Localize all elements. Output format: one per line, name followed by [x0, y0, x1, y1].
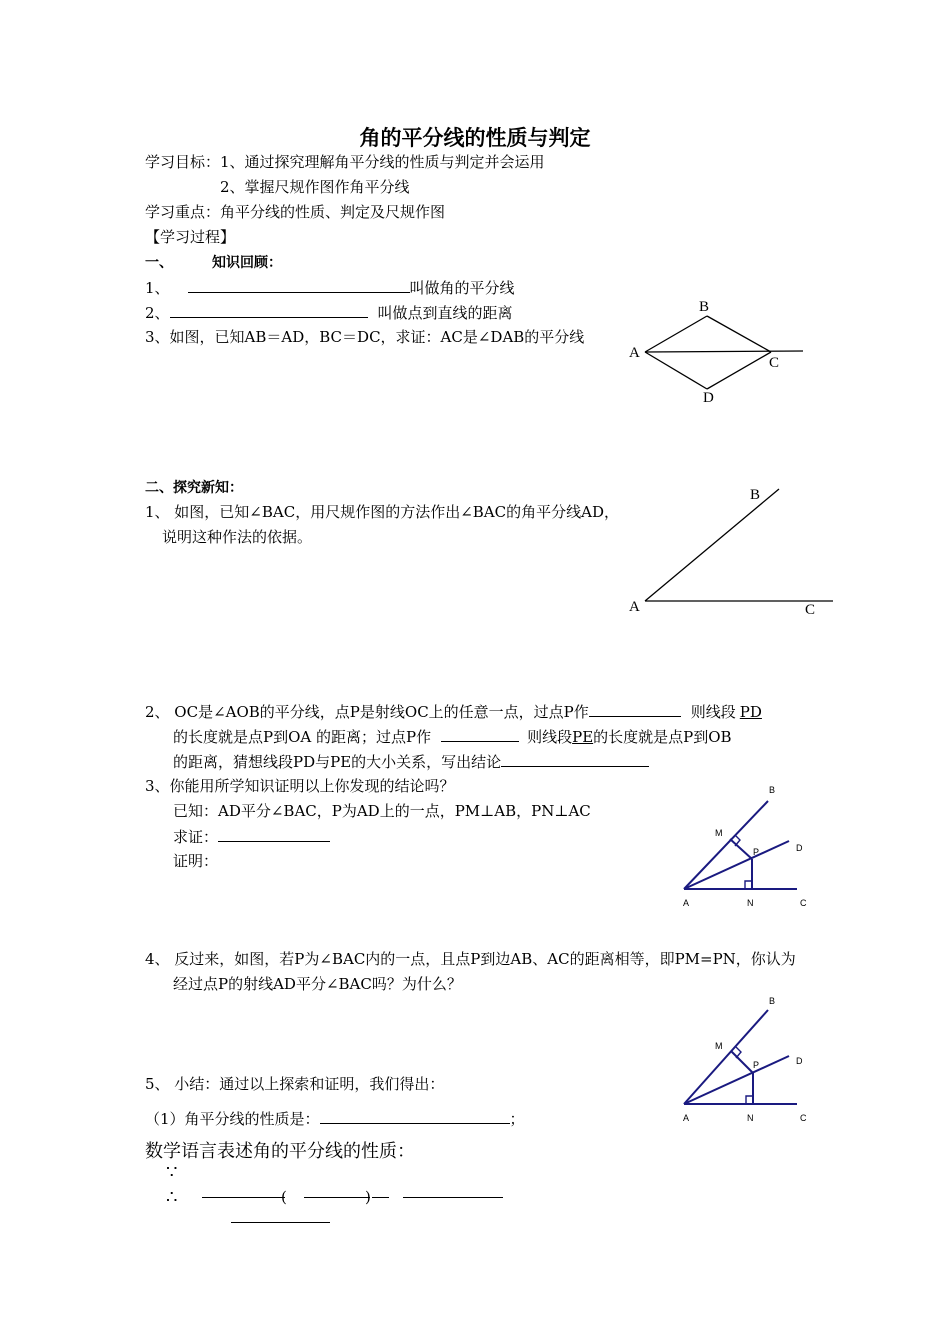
fig3-label-b: B [769, 785, 776, 795]
fig1-label-c: C [769, 355, 780, 371]
review-q2-tail: 叫做点到直线的距离 [377, 304, 513, 322]
answer-blank[interactable] [231, 1222, 330, 1223]
fig4-label-b: B [769, 996, 776, 1006]
therefore-symbol: ∴ [166, 1187, 178, 1208]
explore-heading: 二、探究新知： [145, 480, 243, 496]
fig3-label-m: M [715, 828, 723, 838]
fig4-label-d: D [796, 1056, 803, 1066]
fig4-label-c: C [800, 1113, 807, 1123]
goal-1: 1、通过探究理解角平分线的性质与判定并会运用 [220, 153, 545, 171]
fig2-label-b: B [750, 487, 761, 503]
q5-1-end: ； [509, 1110, 525, 1128]
paren-open: ( [281, 1188, 287, 1206]
explore-q1-line1: 1、 如图，已知∠BAC，用尺规作图的方法作出∠BAC的角平分线AD， [145, 503, 619, 521]
answer-blank[interactable] [218, 826, 330, 842]
fig3-label-a: A [683, 898, 690, 908]
review-q3: 3、如图，已知AB＝AD，BC＝DC，求证：AC是∠DAB的平分线 [145, 328, 585, 346]
fig4-label-m: M [715, 1041, 723, 1051]
q2-line1-b: 则线段 [690, 703, 736, 721]
q2-line2-a: 的长度就是点P到OA 的距离；过点P作 [173, 728, 432, 746]
q2-line1-a: 2、 OC是∠AOB的平分线，点P是射线OC上的任意一点，过点P作 [145, 703, 589, 721]
math-language-heading: 数学语言表述角的平分线的性质： [145, 1141, 415, 1162]
fig4-label-p: P [753, 1060, 760, 1070]
fig2-label-a: A [629, 599, 640, 615]
explore-q2-line3 [173, 751, 649, 772]
fig3-label-p: P [753, 847, 760, 857]
explore-q2-line2 [173, 726, 732, 747]
q2-line3: 的距离，猜想线段PD与PE的大小关系，写出结论 [173, 753, 502, 771]
focus-line: 学习重点：角平分线的性质、判定及尺规作图 [145, 203, 446, 221]
answer-blank[interactable] [403, 1197, 503, 1198]
answer-blank[interactable] [320, 1108, 510, 1124]
fig1-label-b: B [699, 299, 710, 315]
review-q2-num: 2、 [145, 304, 170, 322]
segment-pd: PD [739, 703, 762, 721]
q5-1-label: （1）角平分线的性质是： [145, 1110, 320, 1128]
explore-q4-line2: 经过点P的射线AD平分∠BAC吗？为什么？ [173, 975, 462, 993]
answer-blank[interactable] [372, 1197, 389, 1198]
page-title: 角的平分线的性质与判定 [359, 126, 591, 150]
explore-q3-known: 已知：AD平分∠BAC，P为AD上的一点，PM⊥AB，PN⊥AC [173, 802, 591, 820]
explore-q3-prove [173, 826, 330, 847]
fig3-label-d: D [796, 843, 803, 853]
process-heading: 【学习过程】 [145, 228, 236, 246]
figure-bisector-2 [684, 1010, 797, 1104]
answer-blank[interactable] [501, 751, 649, 767]
q2-line2-b: 则线段 [527, 728, 573, 746]
fig1-label-a: A [629, 345, 640, 361]
fig1-label-d: D [703, 390, 714, 406]
goals-label: 学习目标： [145, 153, 221, 171]
fig3-label-c: C [800, 898, 807, 908]
review-q1-num: 1、 [145, 279, 170, 297]
fig3-label-n: N [747, 898, 754, 908]
review-heading-num: 一、 [145, 255, 173, 271]
figure-quadrilateral [645, 316, 803, 389]
fig4-label-n: N [747, 1113, 754, 1123]
because-symbol: ∵ [166, 1162, 178, 1183]
explore-q3-proof: 证明： [173, 852, 219, 870]
q3-prove-label: 求证： [173, 828, 219, 846]
figure-angle-bac [645, 489, 833, 601]
q2-line2-c: 的长度就是点P到OB [593, 728, 732, 746]
fig2-label-c: C [805, 602, 816, 618]
fig4-label-a: A [683, 1113, 690, 1123]
explore-q2-line1 [145, 701, 762, 722]
review-q1-tail: 叫做角的平分线 [409, 279, 515, 297]
goal-2: 2、掌握尺规作图作角平分线 [220, 178, 410, 196]
answer-blank[interactable] [304, 1197, 370, 1198]
answer-blank[interactable] [441, 726, 519, 742]
explore-q5: 5、 小结：通过以上探索和证明，我们得出： [145, 1075, 445, 1093]
explore-q3: 3、你能用所学知识证明以上你发现的结论吗？ [145, 777, 455, 795]
figure-bisector-1 [684, 801, 797, 889]
explore-q5-1 [145, 1108, 525, 1129]
answer-blank[interactable] [589, 701, 681, 717]
answer-blank[interactable] [202, 1197, 285, 1198]
paren-close: ) [365, 1188, 371, 1206]
segment-pe: PE [572, 728, 594, 746]
explore-q4-line1: 4、 反过来，如图，若P为∠BAC内的一点，且点P到边AB、AC的距离相等，即PM=PN，你认为 [145, 950, 796, 968]
explore-q1-line2: 说明这种作法的依据。 [162, 528, 313, 546]
review-heading: 知识回顾： [212, 255, 282, 271]
